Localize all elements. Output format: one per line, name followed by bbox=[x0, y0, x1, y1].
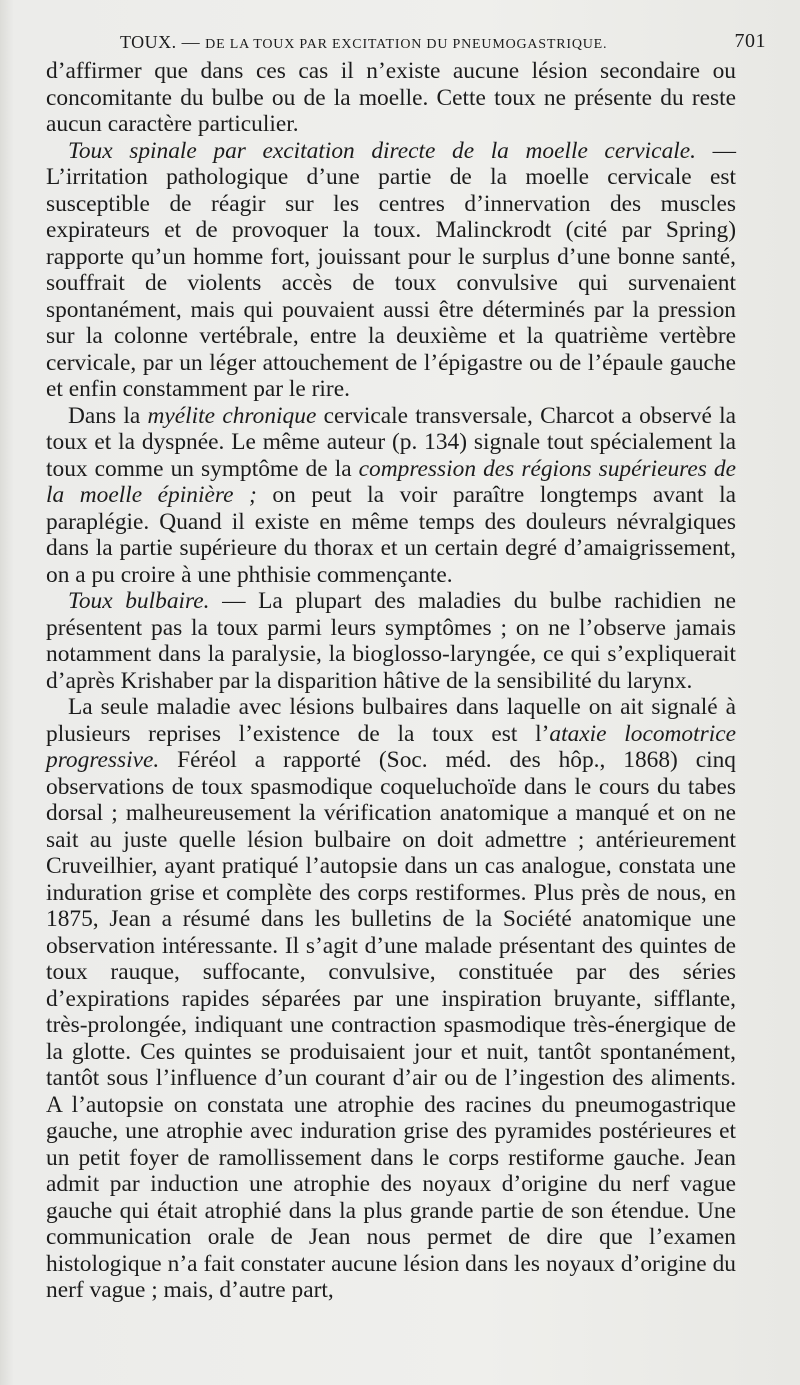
text-run: — La plupart des maladies du bulbe rachidien ne présentent pas la toux parmi leurs symptômes ; on ne l’observe jamais notamment dans la paralysie, la bioglosso-laryngée, ce qui s’expliquerait d’après Krishaber par la disparition hâtive de la sensibilité du larynx. bbox=[46, 588, 736, 694]
text-run: cervicale transversale, Charcot a observé la toux et la dyspnée. Le même auteur (p. 134) signale tout spécialement la toux comme un symptôme de la bbox=[46, 402, 737, 482]
running-head bbox=[46, 28, 766, 58]
text-run: d’affirmer que dans ces cas il n’existe aucune lésion secondaire ou concomitante du bulbe ou de la moelle. Cette toux ne présente du reste aucun caractère particulier. bbox=[46, 58, 736, 137]
italic-run: ataxie locomotrice progressive. bbox=[46, 720, 736, 773]
paragraph bbox=[46, 694, 736, 1304]
header-section-word: TOUX. bbox=[120, 32, 177, 52]
running-title bbox=[120, 32, 607, 53]
page-number: 701 bbox=[734, 30, 766, 52]
text-run: on peut la voir paraître longtemps avant la paraplégie. Quand il existe en même temps des douleurs névralgiques dans la partie supérieure du thorax et un certain degré d’amaigrissement, on a pu croire à une phthisie commençante. bbox=[46, 482, 736, 588]
paragraph bbox=[46, 403, 736, 589]
paragraph bbox=[46, 138, 736, 403]
text-run: — L’irritation pathologique d’une partie de la moelle cervicale est susceptible de réagir sur les centres d’innervation des muscles expirateurs et de provoquer la toux. Malinckrodt (cité par Spring) rapporte qu’un homme fort, jouissant pour le surplus d’une bonne santé, souffrait de violents accès de toux convulsive qui survenaient spontanément, mais qui pouvaient aussi être déterminés par la pression sur la colonne vertébrale, entre la deuxième et la quatrième vertèbre cervicale, par un léger attouchement de l’épigastre ou de l’épaule gauche et enfin constamment par le rire. bbox=[46, 137, 736, 402]
text-run: Dans la bbox=[68, 402, 148, 429]
paragraph bbox=[46, 588, 736, 694]
paragraph bbox=[46, 58, 736, 138]
italic-run: myélite chronique bbox=[147, 402, 317, 429]
header-dash: — bbox=[181, 32, 201, 52]
text-run: Féréol a rapporté (Soc. méd. des hôp., 1868) cinq observations de toux spasmodique coqueluchoïde dans le cours du tabes dorsal ; malheureusement la vérification anatomique a manqué et on ne sait au juste quelle lésion bulbaire on doit admettre ; antérieurement Cruveilhier, ayant pratiqué l’autopsie dans un cas analogue, constata une induration grise et complète des corps restiformes. Plus près de nous, en 1875, Jean a résumé dans les bulletins de la Société anatomique une observation intéressante. Il s’agit d’une malade présentant des quintes de toux rauque, suffocante, convulsive, constituée par des séries d’expirations rapides séparées par une inspiration bruyante, sifflante, très-prolongée, indiquant une contraction spasmodique très-énergique de la glotte. Ces quintes se produisaient jour et nuit, tantôt spontanément, tantôt sous l’influence d’un courant d’air ou de l’ingestion des aliments. A l’autopsie on constata une atrophie des racines du pneumogastrique gauche, une atrophie avec induration grise des pyramides postérieures et un petit foyer de ramollissement dans le corps restiforme gauche. Jean admit par induction une atrophie des noyaux d’origine du nerf vague gauche qui était atrophié dans la plus grande partie de son étendue. Une communication orale de Jean nous permet de dire que l’examen histologique n’a fait constater aucune lésion dans les noyaux d’origine du nerf vague ; mais, d’autre part, bbox=[46, 747, 736, 1303]
header-title: DE LA TOUX PAR EXCITATION DU PNEUMOGASTRIQUE. bbox=[205, 37, 608, 52]
text-run: La seule maladie avec lésions bulbaires dans laquelle on ait signalé à plusieurs reprises l’existence de la toux est l’ bbox=[46, 694, 736, 747]
italic-run: Toux bulbaire. bbox=[68, 588, 210, 614]
italic-run: Toux spinale par excitation directe de la moelle cervicale. bbox=[68, 137, 696, 164]
italic-run: compression des régions supérieures de la moelle épinière ; bbox=[46, 455, 737, 508]
body-text bbox=[46, 58, 736, 1304]
